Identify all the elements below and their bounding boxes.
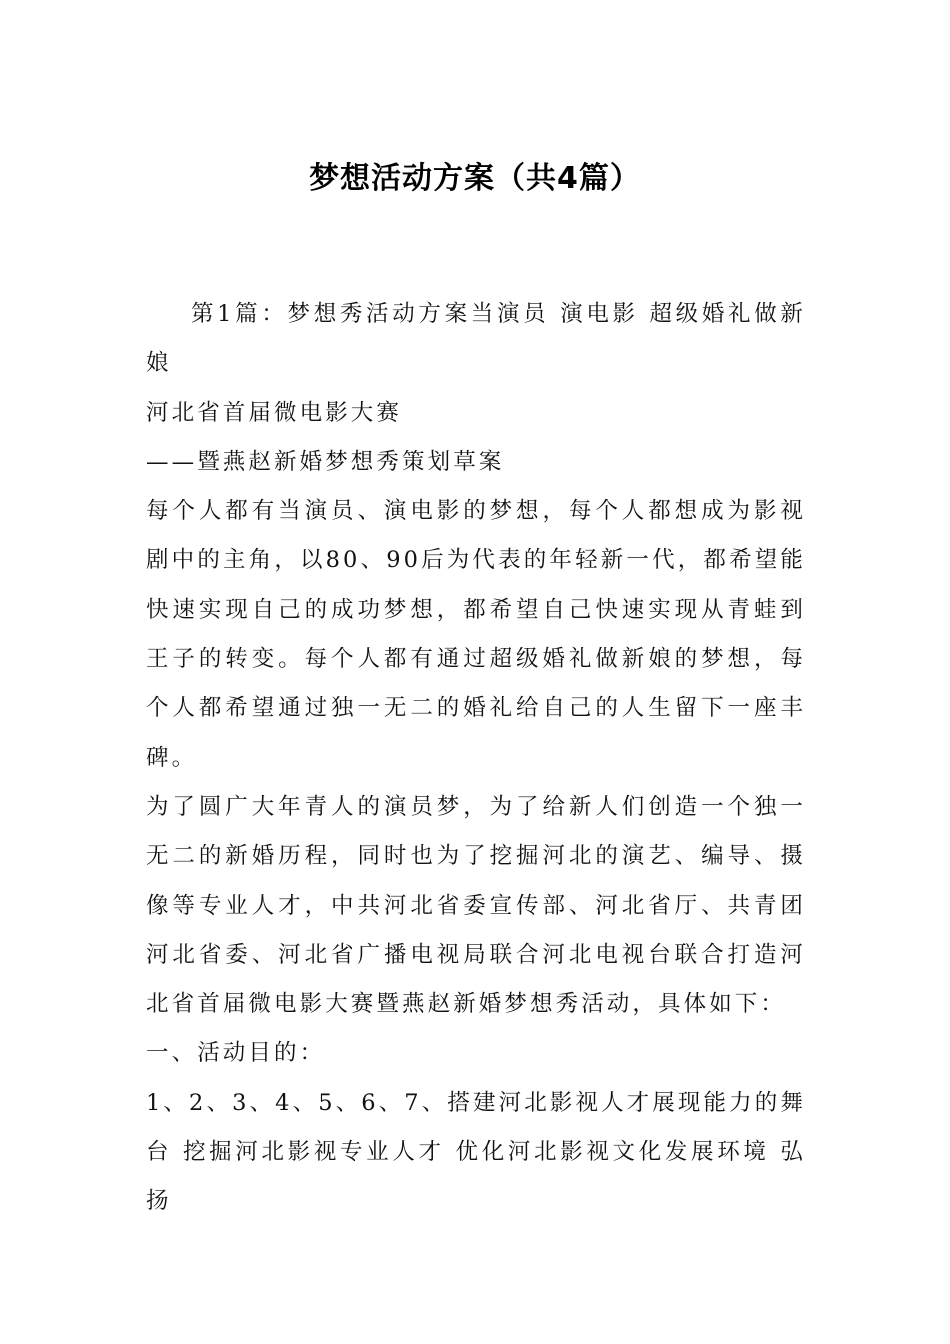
body-paragraph: 每个人都有当演员、演电影的梦想，每个人都想成为影视剧中的主角，以80、90后为代表的年轻新一代，都希望能快速实现自己的成功梦想，都希望自己快速实现从青蛙到王子的转变。每个人都有通过超级婚礼做新娘的梦想，每个人都希望通过独一无二的婚礼给自己的人生留下一座丰碑。	[146, 498, 806, 771]
body-paragraph: 1、2、3、4、5、6、7、搭建河北影视人才展现能力的舞台 挖掘河北影视专业人才 优化河北影视文化发展环境 弘扬	[146, 1089, 806, 1215]
document-body	[146, 290, 806, 1227]
chapter-heading: 第1篇：梦想秀活动方案当演员 演电影 超级婚礼做新娘	[146, 301, 806, 377]
event-name: 河北省首届微电影大赛	[146, 399, 403, 426]
body-paragraph: 为了圆广大年青人的演员梦，为了给新人们创造一个独一无二的新婚历程，同时也为了挖掘河北的演艺、编导、摄像等专业人才，中共河北省委宣传部、河北省厅、共青团河北省委、河北省广播电视局联合河北电视台联合打造河北省首届微电影大赛暨燕赵新婚梦想秀活动，具体如下：	[146, 793, 806, 1018]
section-heading: 一、活动目的：	[146, 1040, 326, 1067]
event-subtitle: ——暨燕赵新婚梦想秀策划草案	[146, 448, 505, 475]
document-title: 梦想活动方案（共4篇）	[309, 161, 641, 196]
